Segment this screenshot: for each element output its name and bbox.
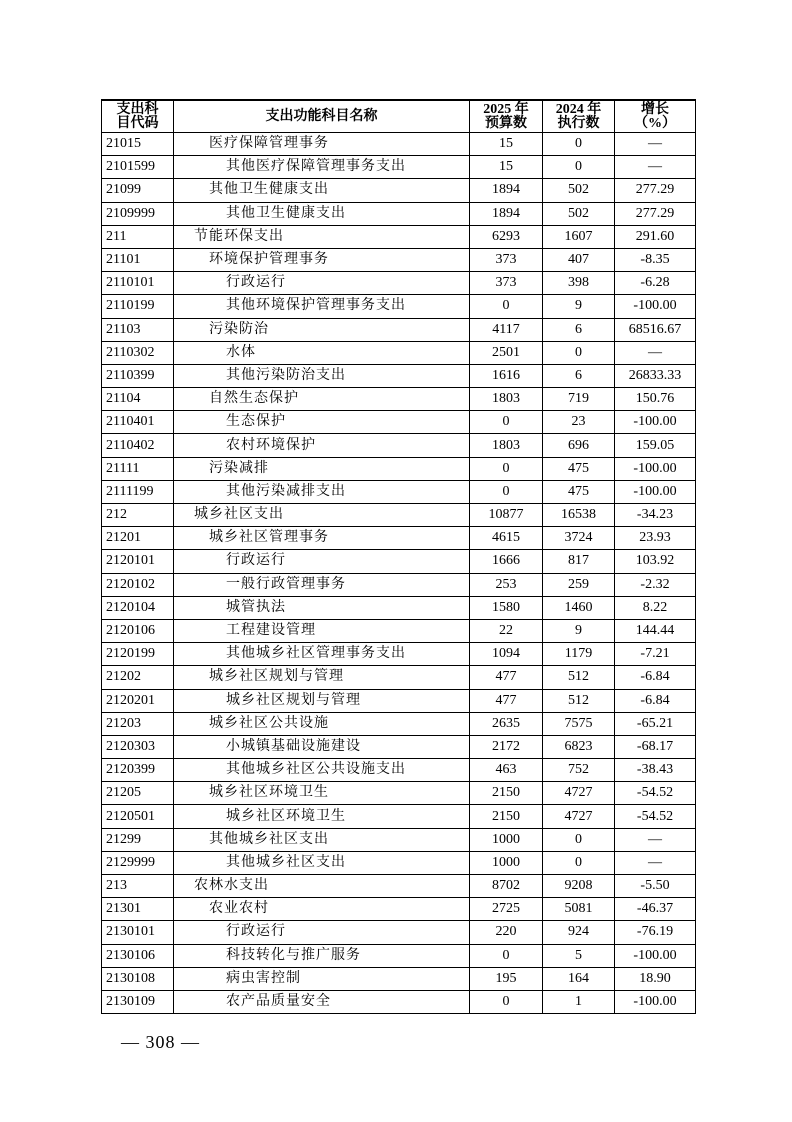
row-code: 21201 <box>102 527 174 550</box>
table-row <box>102 851 696 874</box>
row-budget: 1000 <box>470 828 543 851</box>
row-actual: 3724 <box>543 527 615 550</box>
row-growth: -7.21 <box>615 643 696 666</box>
row-actual: 475 <box>543 480 615 503</box>
row-budget: 15 <box>470 133 543 156</box>
row-growth: — <box>615 851 696 874</box>
table-row <box>102 643 696 666</box>
row-growth: 150.76 <box>615 388 696 411</box>
row-name: 城乡社区环境卫生 <box>174 805 470 828</box>
table-row <box>102 202 696 225</box>
row-name: 农产品质量安全 <box>174 990 470 1013</box>
row-actual: 0 <box>543 341 615 364</box>
row-budget: 373 <box>470 248 543 271</box>
row-actual: 398 <box>543 272 615 295</box>
row-actual: 719 <box>543 388 615 411</box>
row-code: 2120399 <box>102 759 174 782</box>
row-code: 2130108 <box>102 967 174 990</box>
row-growth: — <box>615 341 696 364</box>
row-growth: -8.35 <box>615 248 696 271</box>
row-actual: 1179 <box>543 643 615 666</box>
table-row <box>102 504 696 527</box>
table-row <box>102 689 696 712</box>
row-budget: 1616 <box>470 364 543 387</box>
row-actual: 502 <box>543 202 615 225</box>
table-row <box>102 712 696 735</box>
row-budget: 0 <box>470 480 543 503</box>
row-budget: 195 <box>470 967 543 990</box>
row-actual: 0 <box>543 156 615 179</box>
row-actual: 512 <box>543 666 615 689</box>
row-growth: — <box>615 828 696 851</box>
row-code: 2130109 <box>102 990 174 1013</box>
row-budget: 2150 <box>470 782 543 805</box>
row-code: 2120104 <box>102 596 174 619</box>
table-row <box>102 967 696 990</box>
row-code: 2110302 <box>102 341 174 364</box>
row-growth: -100.00 <box>615 990 696 1013</box>
header-budget: 2025 年 预算数 <box>470 100 543 133</box>
row-code: 21202 <box>102 666 174 689</box>
row-budget: 1000 <box>470 851 543 874</box>
row-actual: 696 <box>543 434 615 457</box>
row-actual: 5081 <box>543 898 615 921</box>
row-code: 2110402 <box>102 434 174 457</box>
table-row <box>102 782 696 805</box>
row-code: 2120501 <box>102 805 174 828</box>
row-name: 城乡社区规划与管理 <box>174 689 470 712</box>
row-actual: 512 <box>543 689 615 712</box>
row-growth: — <box>615 156 696 179</box>
row-code: 2109999 <box>102 202 174 225</box>
row-budget: 463 <box>470 759 543 782</box>
table-row <box>102 248 696 271</box>
row-growth: 277.29 <box>615 202 696 225</box>
row-budget: 10877 <box>470 504 543 527</box>
row-name: 农村环境保护 <box>174 434 470 457</box>
row-growth: -100.00 <box>615 480 696 503</box>
table-row <box>102 133 696 156</box>
row-growth: 23.93 <box>615 527 696 550</box>
row-growth: 159.05 <box>615 434 696 457</box>
row-budget: 4117 <box>470 318 543 341</box>
row-budget: 15 <box>470 156 543 179</box>
row-actual: 6 <box>543 318 615 341</box>
row-name: 其他城乡社区管理事务支出 <box>174 643 470 666</box>
row-name: 其他医疗保障管理事务支出 <box>174 156 470 179</box>
row-code: 21101 <box>102 248 174 271</box>
row-name: 污染减排 <box>174 457 470 480</box>
header-growth: 增长 （%） <box>615 100 696 133</box>
row-budget: 0 <box>470 411 543 434</box>
row-code: 21203 <box>102 712 174 735</box>
row-actual: 9 <box>543 295 615 318</box>
row-name: 城管执法 <box>174 596 470 619</box>
row-growth: -100.00 <box>615 295 696 318</box>
row-growth: -46.37 <box>615 898 696 921</box>
table-row <box>102 990 696 1013</box>
row-name: 污染防治 <box>174 318 470 341</box>
row-name: 自然生态保护 <box>174 388 470 411</box>
row-code: 213 <box>102 875 174 898</box>
table-row <box>102 457 696 480</box>
row-budget: 1666 <box>470 550 543 573</box>
row-code: 211 <box>102 225 174 248</box>
row-actual: 16538 <box>543 504 615 527</box>
row-budget: 2172 <box>470 735 543 758</box>
table-row <box>102 364 696 387</box>
row-growth: -76.19 <box>615 921 696 944</box>
row-budget: 0 <box>470 944 543 967</box>
row-actual: 1 <box>543 990 615 1013</box>
table-row <box>102 341 696 364</box>
row-growth: -6.84 <box>615 666 696 689</box>
table-row <box>102 921 696 944</box>
row-budget: 1894 <box>470 202 543 225</box>
row-name: 环境保护管理事务 <box>174 248 470 271</box>
row-code: 2110401 <box>102 411 174 434</box>
row-name: 其他卫生健康支出 <box>174 179 470 202</box>
table-row <box>102 828 696 851</box>
row-name: 生态保护 <box>174 411 470 434</box>
row-actual: 6 <box>543 364 615 387</box>
row-budget: 477 <box>470 666 543 689</box>
row-name: 科技转化与推广服务 <box>174 944 470 967</box>
row-growth: -6.28 <box>615 272 696 295</box>
row-budget: 2501 <box>470 341 543 364</box>
row-budget: 0 <box>470 990 543 1013</box>
row-budget: 477 <box>470 689 543 712</box>
row-code: 21299 <box>102 828 174 851</box>
row-code: 2110399 <box>102 364 174 387</box>
table-row <box>102 318 696 341</box>
table-row <box>102 666 696 689</box>
row-name: 其他污染减排支出 <box>174 480 470 503</box>
table-row <box>102 898 696 921</box>
table-row <box>102 759 696 782</box>
row-actual: 6823 <box>543 735 615 758</box>
row-code: 21099 <box>102 179 174 202</box>
table-row <box>102 944 696 967</box>
row-growth: -54.52 <box>615 805 696 828</box>
row-budget: 2150 <box>470 805 543 828</box>
row-code: 2120303 <box>102 735 174 758</box>
row-code: 2110101 <box>102 272 174 295</box>
table-row <box>102 225 696 248</box>
row-growth: -34.23 <box>615 504 696 527</box>
row-actual: 407 <box>543 248 615 271</box>
row-name: 行政运行 <box>174 921 470 944</box>
row-name: 节能环保支出 <box>174 225 470 248</box>
row-name: 农业农村 <box>174 898 470 921</box>
row-actual: 502 <box>543 179 615 202</box>
row-name: 小城镇基础设施建设 <box>174 735 470 758</box>
row-actual: 0 <box>543 828 615 851</box>
row-actual: 7575 <box>543 712 615 735</box>
row-code: 21103 <box>102 318 174 341</box>
row-code: 21104 <box>102 388 174 411</box>
row-name: 其他城乡社区公共设施支出 <box>174 759 470 782</box>
row-actual: 0 <box>543 133 615 156</box>
row-code: 2110199 <box>102 295 174 318</box>
row-growth: -65.21 <box>615 712 696 735</box>
row-name: 城乡社区支出 <box>174 504 470 527</box>
row-growth: -100.00 <box>615 457 696 480</box>
table-row <box>102 156 696 179</box>
row-budget: 0 <box>470 295 543 318</box>
row-growth: -6.84 <box>615 689 696 712</box>
table-row <box>102 596 696 619</box>
table-row <box>102 179 696 202</box>
row-budget: 1094 <box>470 643 543 666</box>
row-growth: 8.22 <box>615 596 696 619</box>
row-name: 水体 <box>174 341 470 364</box>
row-actual: 164 <box>543 967 615 990</box>
row-growth: 103.92 <box>615 550 696 573</box>
row-growth: 18.90 <box>615 967 696 990</box>
row-code: 212 <box>102 504 174 527</box>
row-growth: 26833.33 <box>615 364 696 387</box>
row-name: 行政运行 <box>174 272 470 295</box>
table-row <box>102 550 696 573</box>
row-budget: 220 <box>470 921 543 944</box>
row-name: 其他城乡社区支出 <box>174 828 470 851</box>
table-row <box>102 735 696 758</box>
row-growth: -54.52 <box>615 782 696 805</box>
row-name: 工程建设管理 <box>174 619 470 642</box>
row-growth: -100.00 <box>615 411 696 434</box>
table-row <box>102 480 696 503</box>
table-row <box>102 295 696 318</box>
row-growth: -5.50 <box>615 875 696 898</box>
row-code: 2130101 <box>102 921 174 944</box>
row-code: 2120102 <box>102 573 174 596</box>
row-name: 其他城乡社区支出 <box>174 851 470 874</box>
header-actual: 2024 年 执行数 <box>543 100 615 133</box>
row-actual: 259 <box>543 573 615 596</box>
row-code: 21111 <box>102 457 174 480</box>
row-name: 一般行政管理事务 <box>174 573 470 596</box>
table-row <box>102 434 696 457</box>
row-growth: -68.17 <box>615 735 696 758</box>
row-actual: 752 <box>543 759 615 782</box>
row-name: 行政运行 <box>174 550 470 573</box>
row-actual: 4727 <box>543 782 615 805</box>
row-budget: 4615 <box>470 527 543 550</box>
row-budget: 0 <box>470 457 543 480</box>
row-code: 21205 <box>102 782 174 805</box>
row-actual: 23 <box>543 411 615 434</box>
table-row <box>102 875 696 898</box>
table-row <box>102 805 696 828</box>
row-name: 城乡社区管理事务 <box>174 527 470 550</box>
row-growth: 144.44 <box>615 619 696 642</box>
row-actual: 1460 <box>543 596 615 619</box>
row-budget: 8702 <box>470 875 543 898</box>
row-budget: 253 <box>470 573 543 596</box>
row-budget: 1803 <box>470 388 543 411</box>
row-growth: 68516.67 <box>615 318 696 341</box>
header-name: 支出功能科目名称 <box>174 100 470 133</box>
row-code: 2120106 <box>102 619 174 642</box>
table-row <box>102 272 696 295</box>
header-code: 支出科 目代码 <box>102 100 174 133</box>
row-actual: 5 <box>543 944 615 967</box>
row-growth: -38.43 <box>615 759 696 782</box>
row-budget: 1894 <box>470 179 543 202</box>
row-name: 城乡社区规划与管理 <box>174 666 470 689</box>
row-code: 2101599 <box>102 156 174 179</box>
table-header-row <box>102 100 696 133</box>
table-row <box>102 411 696 434</box>
row-budget: 2725 <box>470 898 543 921</box>
table-row <box>102 527 696 550</box>
row-actual: 475 <box>543 457 615 480</box>
row-budget: 22 <box>470 619 543 642</box>
row-budget: 373 <box>470 272 543 295</box>
row-actual: 817 <box>543 550 615 573</box>
row-name: 病虫害控制 <box>174 967 470 990</box>
row-growth: 277.29 <box>615 179 696 202</box>
row-code: 2120201 <box>102 689 174 712</box>
row-growth: 291.60 <box>615 225 696 248</box>
row-code: 2120101 <box>102 550 174 573</box>
row-name: 城乡社区公共设施 <box>174 712 470 735</box>
row-actual: 924 <box>543 921 615 944</box>
row-budget: 2635 <box>470 712 543 735</box>
table-row <box>102 573 696 596</box>
row-name: 医疗保障管理事务 <box>174 133 470 156</box>
row-name: 城乡社区环境卫生 <box>174 782 470 805</box>
row-budget: 1580 <box>470 596 543 619</box>
row-name: 其他环境保护管理事务支出 <box>174 295 470 318</box>
table-body <box>102 133 696 1014</box>
row-code: 2129999 <box>102 851 174 874</box>
row-growth: -100.00 <box>615 944 696 967</box>
row-name: 其他卫生健康支出 <box>174 202 470 225</box>
row-code: 2111199 <box>102 480 174 503</box>
row-name: 其他污染防治支出 <box>174 364 470 387</box>
row-growth: — <box>615 133 696 156</box>
table-row <box>102 619 696 642</box>
row-code: 2130106 <box>102 944 174 967</box>
row-actual: 0 <box>543 851 615 874</box>
row-budget: 1803 <box>470 434 543 457</box>
page-number: — 308 — <box>121 1032 200 1052</box>
row-actual: 9 <box>543 619 615 642</box>
budget-table <box>101 99 696 1014</box>
row-budget: 6293 <box>470 225 543 248</box>
row-code: 2120199 <box>102 643 174 666</box>
row-code: 21301 <box>102 898 174 921</box>
row-actual: 4727 <box>543 805 615 828</box>
row-name: 农林水支出 <box>174 875 470 898</box>
row-code: 21015 <box>102 133 174 156</box>
row-actual: 1607 <box>543 225 615 248</box>
table-row <box>102 388 696 411</box>
row-actual: 9208 <box>543 875 615 898</box>
row-growth: -2.32 <box>615 573 696 596</box>
